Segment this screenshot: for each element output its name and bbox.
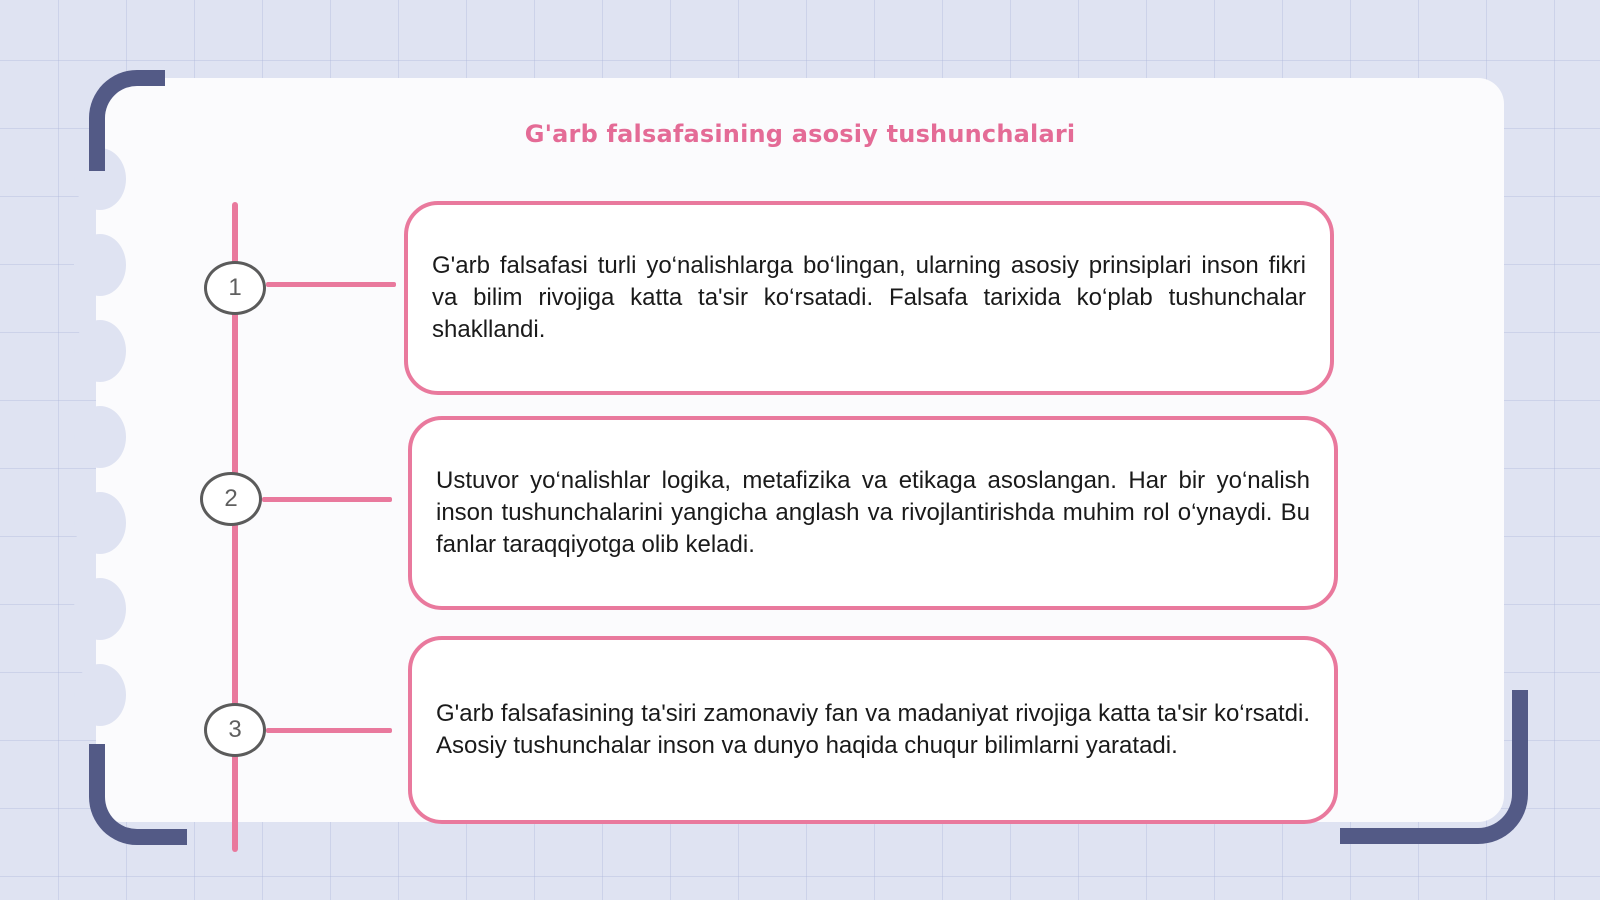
- timeline-connector: [266, 728, 392, 733]
- timeline-connector: [262, 497, 392, 502]
- timeline-card-text: G'arb falsafasi turli yo‘nalishlarga bo‘lingan, ularning asosiy prinsiplari inson fikri va bilim rivojiga katta ta'sir ko‘rsatadi. Falsafa tarixida ko‘plab tushunchalar shakllandi.: [432, 252, 1306, 343]
- timeline-card-text: Ustuvor yo‘nalishlar logika, metafizika va etikaga asoslangan. Har bir yo‘nalish inson tushunchalarini yangicha anglash va rivojlantirishda muhim rol o‘ynaydi. Bu fanlar taraqqiyotga olib keladi.: [436, 467, 1310, 558]
- paper-scallop: [74, 234, 126, 296]
- timeline-card-3: [408, 636, 1338, 824]
- corner-bracket-bottom-left: [89, 744, 187, 845]
- timeline-marker-2: 2: [200, 472, 262, 526]
- timeline-marker-3: 3: [204, 703, 266, 757]
- paper-scallop: [74, 492, 126, 554]
- corner-bracket-top-left: [89, 70, 165, 171]
- timeline-marker-1: 1: [204, 261, 266, 315]
- paper-scallop: [74, 578, 126, 640]
- timeline-card-1: [404, 201, 1334, 395]
- timeline-connector: [266, 282, 396, 287]
- paper-scallop: [74, 406, 126, 468]
- timeline-card-2: [408, 416, 1338, 610]
- corner-bracket-bottom-right: [1340, 690, 1528, 844]
- timeline-card-text: G'arb falsafasining ta'siri zamonaviy fan va madaniyat rivojiga katta ta'sir ko‘rsatdi. Asosiy tushunchalar inson va dunyo haqida chuqur bilimlarni yaratadi.: [436, 700, 1310, 759]
- slide-title: G'arb falsafasining asosiy tushunchalari: [524, 120, 1076, 148]
- paper-scallop: [74, 664, 126, 726]
- paper-scallop: [74, 320, 126, 382]
